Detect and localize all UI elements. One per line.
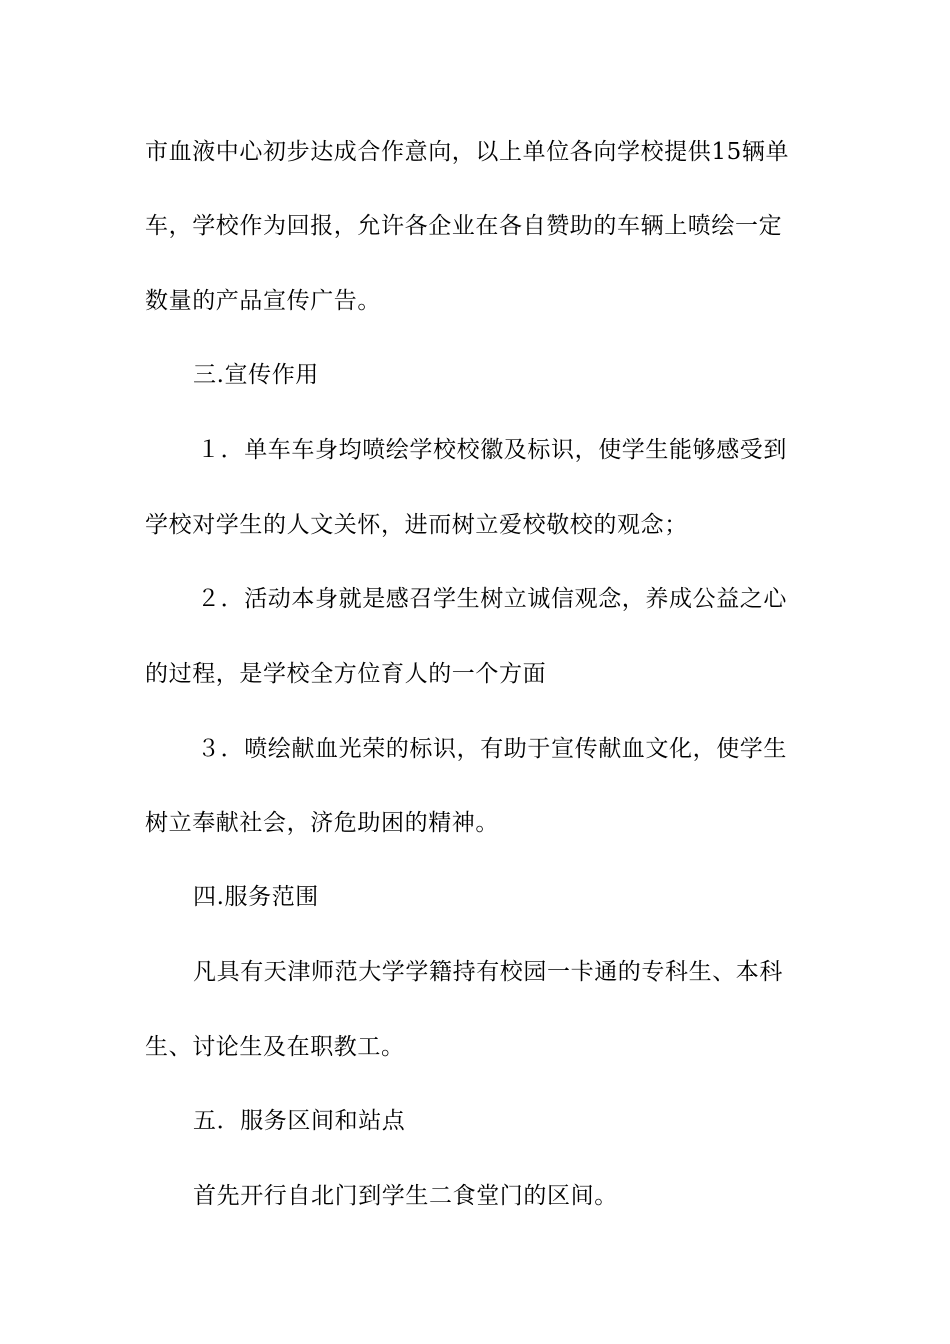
paragraph-scope-line-2: 生、讨论生及在职教工。 (145, 1034, 405, 1060)
section-heading-4: 四.服务范围 (193, 884, 319, 910)
paragraph-scope-line-1: 凡具有天津师范大学学籍持有校园一卡通的专科生、本科 (193, 959, 783, 985)
list-item-3-line-2: 树立奉献社会，济危助困的精神。 (145, 810, 499, 836)
paragraph-line-3: 数量的产品宣传广告。 (145, 288, 381, 314)
paragraph-route-line-1: 首先开行自北门到学生二食堂门的区间。 (193, 1183, 618, 1209)
list-item-3-line-1: ３．喷绘献血光荣的标识，有助于宣传献血文化，使学生 (197, 736, 787, 762)
list-item-2-line-2: 的过程，是学校全方位育人的一个方面 (145, 661, 547, 687)
section-heading-5: 五．服务区间和站点 (193, 1108, 406, 1134)
section-heading-3: 三.宣传作用 (193, 362, 319, 388)
paragraph-line-2: 车，学校作为回报，允许各企业在各自赞助的车辆上喷绘一定 (145, 213, 783, 239)
list-item-1-line-2: 学校对学生的人文关怀，进而树立爱校敬校的观念； (145, 512, 688, 538)
list-item-1-line-1: １．单车车身均喷绘学校校徽及标识，使学生能够感受到 (197, 437, 787, 463)
paragraph-line-1: 市血液中心初步达成合作意向，以上单位各向学校提供15辆单 (145, 139, 790, 165)
list-item-2-line-1: ２．活动本身就是感召学生树立诚信观念，养成公益之心 (197, 586, 787, 612)
